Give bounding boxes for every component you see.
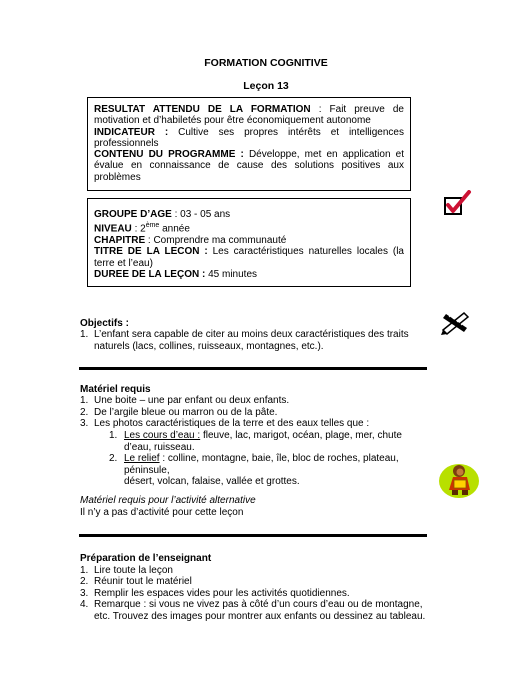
list-item <box>80 407 440 419</box>
lesson-info-box <box>87 198 411 287</box>
contenu-text: Développe, met en application et évalue en connaissance de cause des solutions positives aux problèmes <box>94 149 404 183</box>
document-title: FORMATION COGNITIVE <box>204 57 328 69</box>
sub1-label: Les cours d’eau : <box>124 430 201 441</box>
sub2-label: Le relief <box>124 453 160 464</box>
niveau-suffix: année <box>159 223 190 235</box>
titre-line <box>94 246 404 269</box>
duree-line <box>94 269 404 280</box>
niveau-value: : 2 <box>131 223 146 235</box>
alt-material-text: Il n’y a pas d’activité pour cette leçon <box>80 507 244 518</box>
indicateur-text: Cultive ses propres intérêts et intelligences professionnels <box>94 126 404 149</box>
child-reading-icon <box>437 460 481 500</box>
list-number: 2. <box>80 406 89 418</box>
niveau-line <box>94 220 404 235</box>
checkbox-check-icon <box>442 190 472 218</box>
chapitre-label: CHAPITRE <box>94 234 146 246</box>
resultat-text: : Fait preuve de motivation et d’habiletés pour être économiquement autonome <box>94 104 404 127</box>
list-number: 1. <box>109 430 118 441</box>
objectif-number: 1. <box>80 329 89 340</box>
section-divider <box>79 534 427 537</box>
list-number: 2. <box>109 453 118 464</box>
niveau-label: NIVEAU <box>94 223 132 235</box>
contenu-label: CONTENU DU PROGRAMME : <box>94 149 244 161</box>
sub-list-item <box>109 430 429 453</box>
groupe-value: : 03 - 05 ans <box>171 209 231 220</box>
duree-label: DUREE DE LA LEÇON : <box>94 268 206 280</box>
alt-material-title: Matériel requis pour l’activité alternative <box>80 495 256 506</box>
objectifs-title: Objectifs : <box>80 318 129 329</box>
prep-item-1: Lire toute la leçon <box>94 564 173 576</box>
materiel-item-2: De l’argile bleue ou marron ou de la pâte. <box>94 406 278 418</box>
groupe-line <box>94 209 404 220</box>
list-number: 1. <box>80 395 89 406</box>
prep-item-3: Remplir les espaces vides pour les activités quotidiennes. <box>94 587 350 599</box>
lesson-number: Leçon 13 <box>243 80 289 92</box>
section-divider <box>79 367 427 370</box>
objectif-text: L’enfant sera capable de citer au moins deux caractéristiques des traits <box>94 329 409 340</box>
list-number: 4. <box>80 599 89 610</box>
chapitre-line <box>94 235 404 246</box>
pencil-ruler-icon <box>440 308 472 336</box>
materiel-item-1: Une boite – une par enfant ou deux enfants. <box>94 395 290 406</box>
groupe-label: GROUPE D’AGE <box>94 209 172 220</box>
sub1-cont: d’eau, ruisseau. <box>124 441 195 453</box>
list-item <box>80 576 440 588</box>
indicateur-label: INDICATEUR : <box>94 126 169 138</box>
titre-label: TITRE DE LA LECON : <box>94 246 208 258</box>
list-item <box>80 418 440 430</box>
preparation-title: Préparation de l’enseignant <box>80 553 212 564</box>
niveau-sup: ème <box>145 222 160 230</box>
list-item <box>80 599 450 622</box>
resultat-line <box>94 104 404 127</box>
chapitre-value: : Comprendre ma communauté <box>145 234 287 246</box>
list-number: 3. <box>80 418 89 429</box>
list-item <box>80 565 440 577</box>
expected-results-box <box>87 97 411 191</box>
list-number: 3. <box>80 587 89 599</box>
indicateur-line <box>94 127 404 150</box>
sub-list-item <box>109 453 429 488</box>
duree-value: 45 minutes <box>205 268 258 280</box>
prep-item-4: Remarque : si vous ne vivez pas à côté d’un cours d’eau ou de montagne, <box>94 599 423 610</box>
materiel-title: Matériel requis <box>80 384 151 395</box>
list-item <box>80 588 440 600</box>
objectif-text-cont: naturels (lacs, collines, ruisseaux, montagnes, etc.). <box>94 340 324 352</box>
list-item <box>80 395 440 407</box>
list-number: 1. <box>80 564 89 576</box>
materiel-item-3: Les photos caractéristiques de la terre et des eaux telles que : <box>94 418 370 429</box>
sub1-text: fleuve, lac, marigot, océan, plage, mer, chute <box>200 430 402 441</box>
objectif-item <box>80 329 440 352</box>
prep-item-4-cont: etc. Trouvez des images pour montrer aux enfants ou dessinez au tableau. <box>94 610 426 622</box>
resultat-label: RESULTAT ATTENDU DE LA FORMATION <box>94 104 311 115</box>
sub2-cont: désert, volcan, falaise, vallée et grottes. <box>124 476 300 487</box>
list-number: 2. <box>80 576 89 587</box>
titre-value: Les caractéristiques naturelles locales (la terre et l’eau) <box>94 246 404 269</box>
contenu-line <box>94 149 404 183</box>
sub2-text: : colline, montagne, baie, île, bloc de roches, plateau, péninsule, <box>124 453 399 476</box>
prep-item-2: Réunir tout le matériel <box>94 576 192 587</box>
